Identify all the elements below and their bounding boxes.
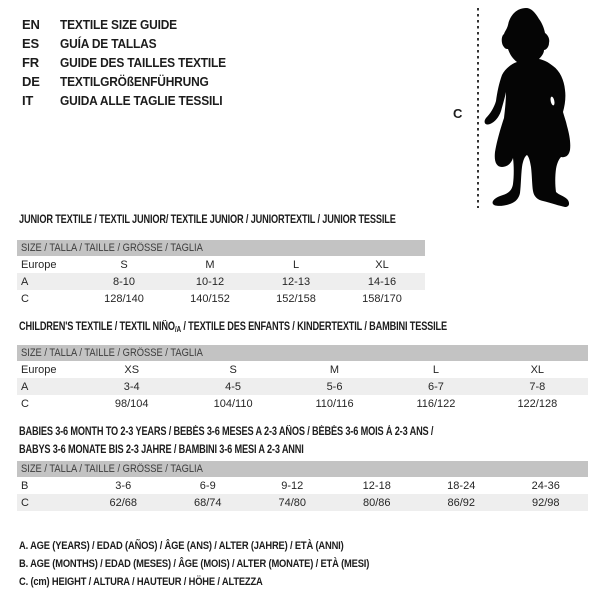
language-code: IT (22, 93, 34, 108)
cell: 98/104 (114, 397, 149, 410)
cell: 9-12 (281, 479, 304, 492)
height-measure-dotted-line (477, 8, 479, 208)
babies-section-title: BABIES 3-6 MONTH TO 2-3 YEARS / BEBÉS 3-6 MESES A 2-3 AÑOS / BÉBÉS 3-6 MOIS À 2-3 ANS / BABYS 3-6 MONATE BIS 2-3 JAHRE / BAMBINI 3-6 MESI A 2-3 ANNI (19, 426, 434, 456)
table-row-age (17, 273, 425, 290)
language-header (22, 15, 240, 110)
language-code: EN (22, 17, 40, 32)
table-row-height (17, 395, 588, 412)
cell: 152/158 (276, 292, 316, 305)
language-row-es (22, 34, 240, 53)
cell: 12-13 (281, 275, 311, 288)
row-label: A (21, 275, 29, 288)
row-label: A (21, 380, 29, 393)
cell: 7-8 (529, 380, 546, 393)
cell: XL (375, 258, 389, 271)
cell: 3-6 (115, 479, 132, 492)
cell: 140/152 (190, 292, 230, 305)
table-row-height (17, 290, 425, 307)
cell: 104/110 (213, 397, 253, 410)
cell: 24-36 (531, 479, 560, 492)
cell: 3-4 (123, 380, 140, 393)
cell: 14-16 (367, 275, 397, 288)
table-row-europe (17, 256, 425, 273)
language-label: TEXTILGRÖßENFÜHRUNG (60, 74, 209, 89)
cell: 5-6 (326, 380, 343, 393)
cell: 8-10 (112, 275, 136, 288)
size-header-bar: SIZE / TALLA / TAILLE / GRÖSSE / TAGLIA (17, 345, 588, 361)
height-measure-label: C (453, 106, 463, 121)
row-label: B (21, 479, 29, 492)
row-label: C (21, 397, 29, 410)
language-code: DE (22, 74, 40, 89)
cell: L (292, 258, 300, 271)
table-row-months (17, 477, 588, 494)
cell: 6-9 (199, 479, 216, 492)
language-row-it (22, 91, 240, 110)
junior-size-table (17, 240, 425, 307)
legend-footnotes (19, 537, 431, 591)
cell: S (120, 258, 128, 271)
language-code: FR (22, 55, 39, 70)
cell: 6-7 (427, 380, 444, 393)
cell: 158/170 (362, 292, 402, 305)
table-row-europe (17, 361, 588, 378)
size-header-bar: SIZE / TALLA / TAILLE / GRÖSSE / TAGLIA (17, 461, 588, 477)
footnote-c: C. (cm) HEIGHT / ALTURA / HAUTEUR / HÖHE / ALTEZZA (19, 576, 263, 588)
cell: 116/122 (416, 397, 456, 410)
cell: XL (530, 363, 545, 376)
size-header-bar: SIZE / TALLA / TAILLE / GRÖSSE / TAGLIA (17, 240, 425, 256)
cell: 110/116 (315, 397, 354, 410)
cell: 74/80 (278, 496, 307, 509)
cell: S (229, 363, 237, 376)
footnote-b: B. AGE (MONTHS) / EDAD (MESES) / ÂGE (MOIS) / ALTER (MONATE) / ETÀ (MESI) (19, 558, 370, 570)
children-section-title: CHILDREN'S TEXTILE / TEXTIL NIÑO/A / TEXTILE DES ENFANTS / KINDERTEXTIL / BAMBINI TESSILE (19, 321, 447, 334)
cell: 86/92 (447, 496, 476, 509)
cell: 12-18 (362, 479, 391, 492)
language-label: GUÍA DE TALLAS (60, 36, 157, 51)
cell: 80/86 (362, 496, 391, 509)
cell: 10-12 (195, 275, 225, 288)
language-row-de (22, 72, 240, 91)
language-label: GUIDA ALLE TAGLIE TESSILI (60, 93, 223, 108)
footnote-a: A. AGE (YEARS) / EDAD (AÑOS) / ÂGE (ANS) / ALTER (JAHRE) / ETÀ (ANNI) (19, 540, 344, 552)
babies-size-table (17, 461, 588, 511)
row-label: Europe (21, 363, 57, 376)
language-code: ES (22, 36, 39, 51)
row-label: C (21, 496, 29, 509)
language-row-en (22, 15, 240, 34)
cell: 62/68 (109, 496, 138, 509)
language-label: GUIDE DES TAILLES TEXTILE (60, 55, 226, 70)
cell: 92/98 (531, 496, 560, 509)
cell: 18-24 (447, 479, 476, 492)
cell: 4-5 (225, 380, 242, 393)
junior-section-title: JUNIOR TEXTILE / TEXTIL JUNIOR/ TEXTILE JUNIOR / JUNIORTEXTIL / JUNIOR TESSILE (19, 214, 396, 226)
cell: 68/74 (193, 496, 222, 509)
table-row-height (17, 494, 588, 511)
cell: M (205, 258, 215, 271)
children-size-table (17, 345, 588, 412)
language-label: TEXTILE SIZE GUIDE (60, 17, 177, 32)
baby-silhouette-icon (480, 0, 600, 215)
cell: 128/140 (104, 292, 144, 305)
row-label: C (21, 292, 29, 305)
cell: M (329, 363, 340, 376)
cell: 122/128 (517, 397, 558, 410)
table-row-age (17, 378, 588, 395)
language-row-fr (22, 53, 240, 72)
cell: XS (124, 363, 140, 376)
subscript: /A (174, 325, 181, 334)
cell: L (432, 363, 439, 376)
row-label: Europe (21, 258, 57, 271)
